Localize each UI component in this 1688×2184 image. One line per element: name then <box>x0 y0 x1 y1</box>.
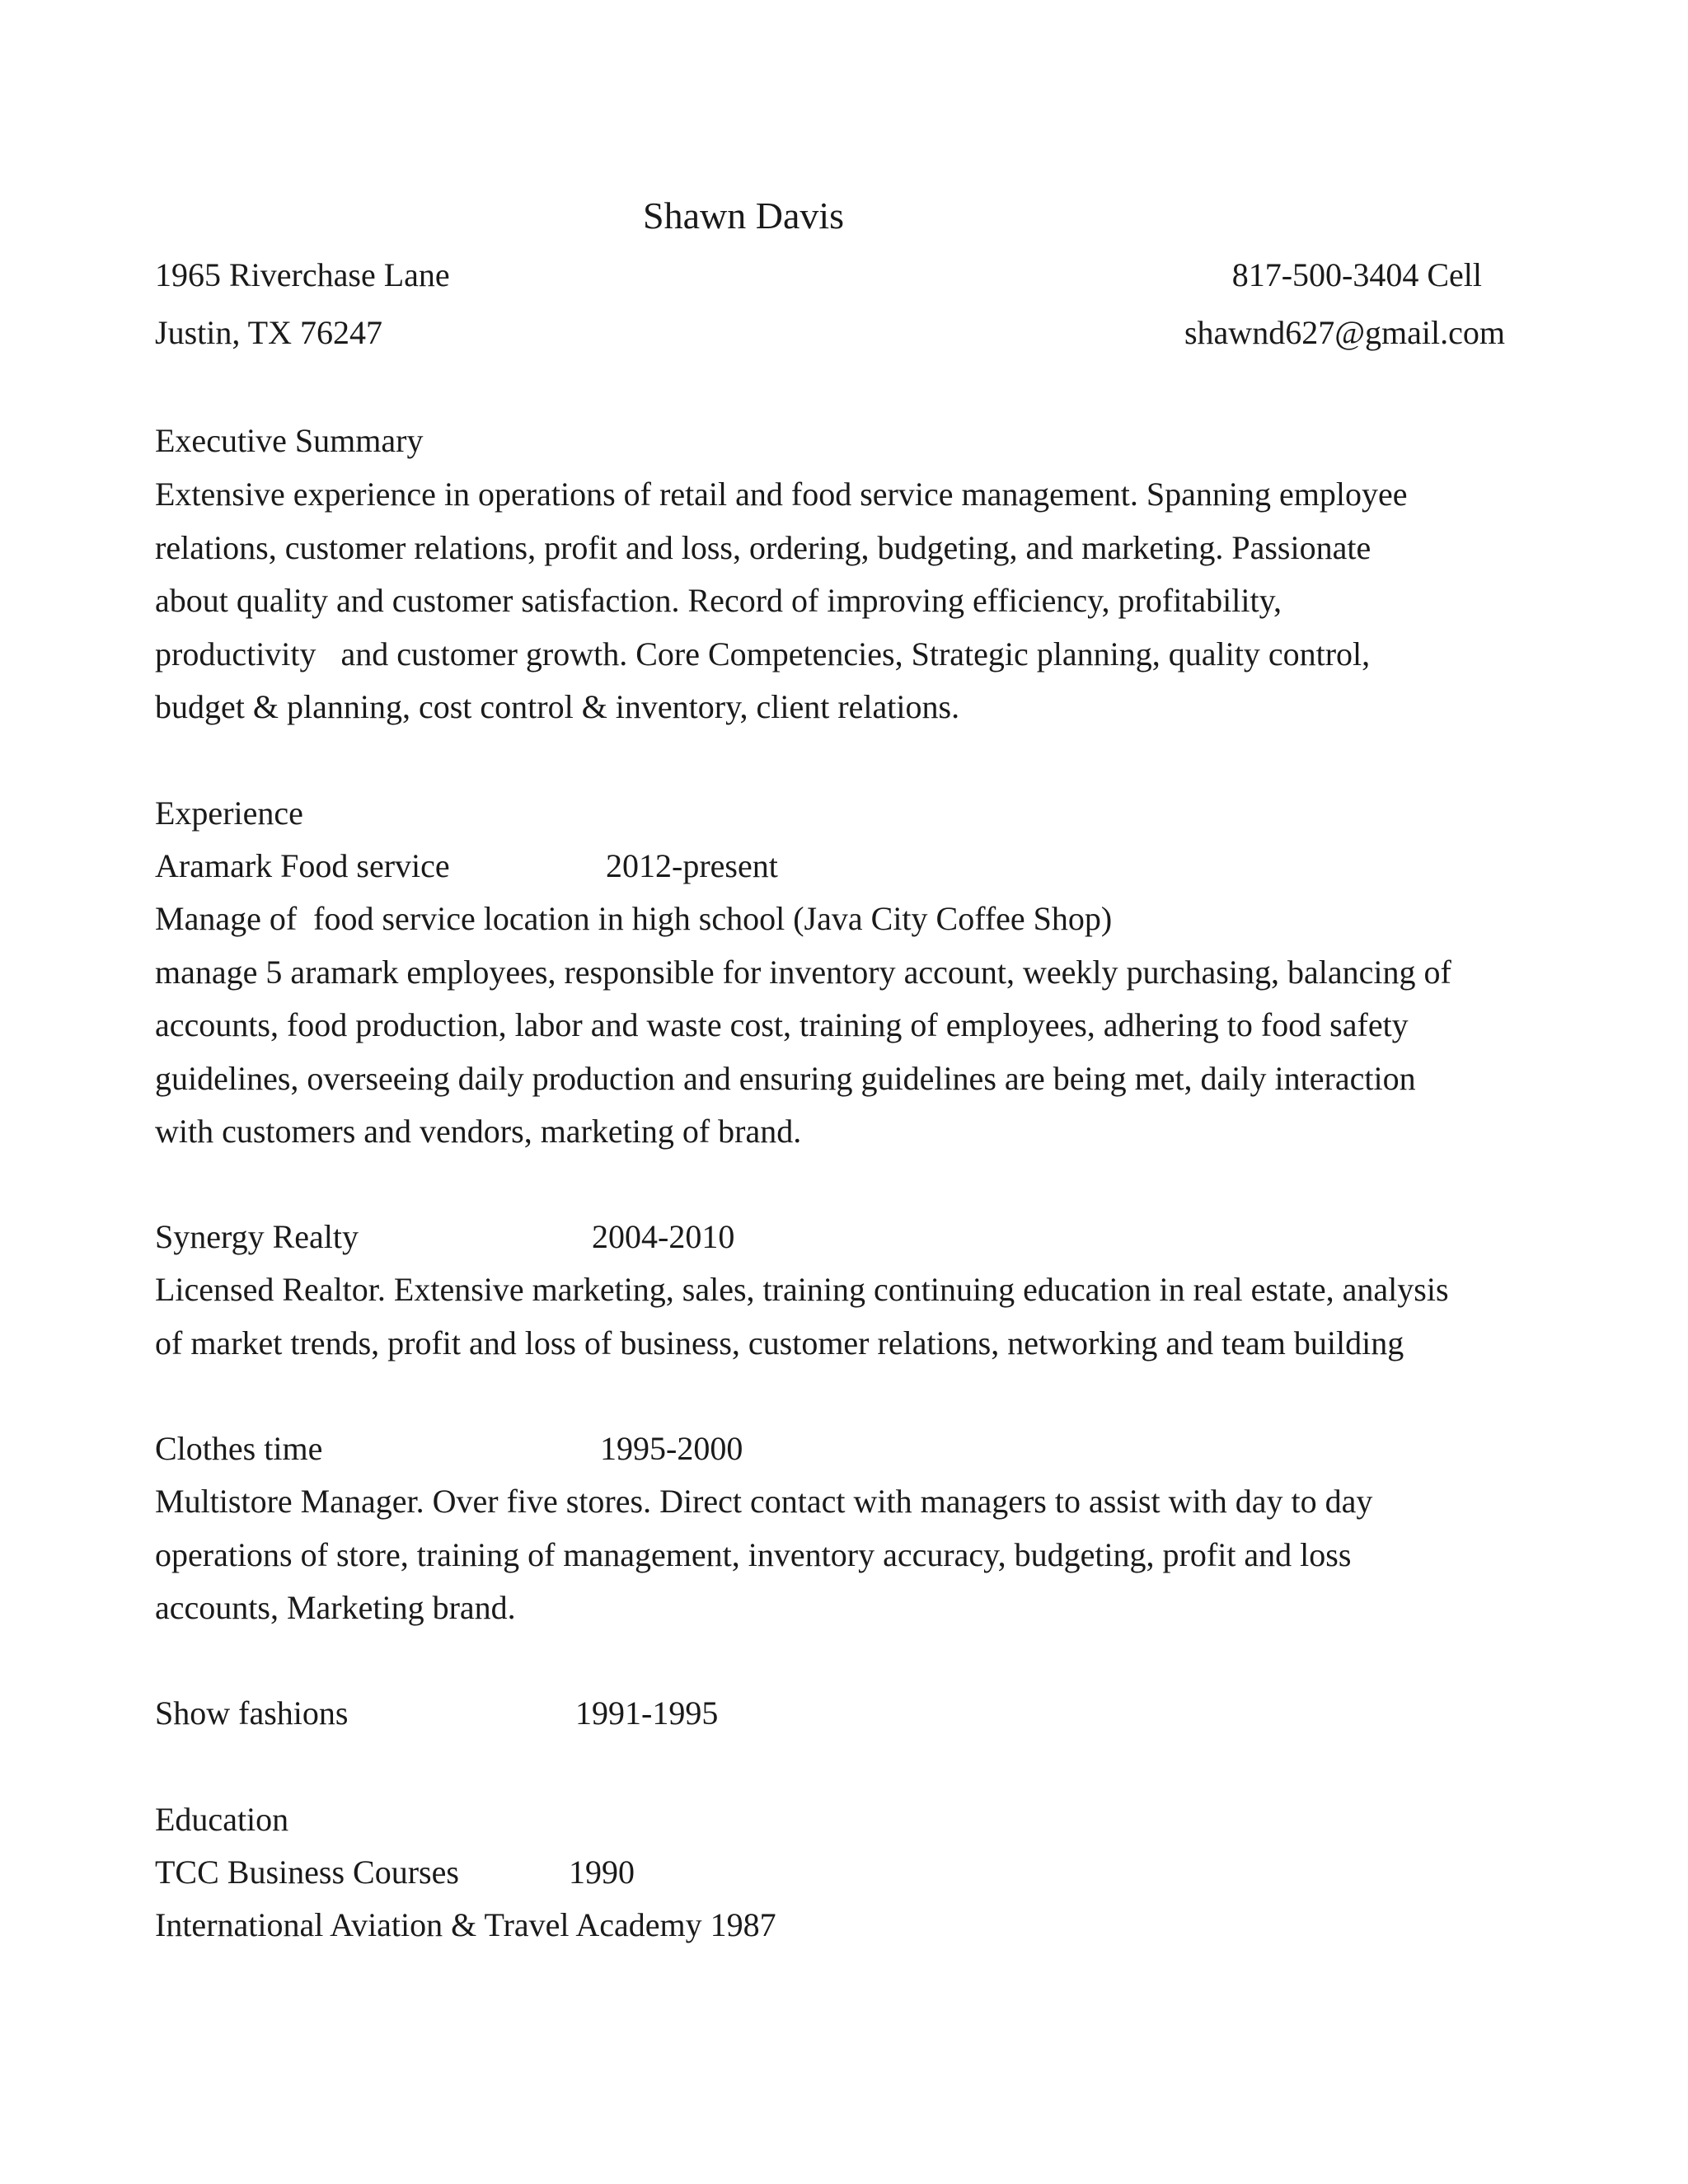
section-heading-experience: Experience <box>155 794 303 832</box>
summary-line: about quality and customer satisfaction. Record of improving efficiency, profitability, <box>155 582 1282 619</box>
summary-line: relations, customer relations, profit and loss, ordering, budgeting, and marketing. Passionate <box>155 528 1372 566</box>
job-line: Manage of food service location in high school (Java City Coffee Shop) <box>155 900 1113 937</box>
job-description <box>155 893 1523 1159</box>
summary-line: Extensive experience in operations of retail and food service management. Spanning employee <box>155 476 1408 513</box>
section-heading-education: Education <box>155 1801 289 1838</box>
job-dates: 1991-1995 <box>575 1694 719 1732</box>
email-address: shawnd627@gmail.com <box>1184 314 1505 351</box>
job-line: accounts, food production, labor and waste cost, training of employees, adhering to food safety <box>155 1006 1409 1043</box>
job-description <box>155 1263 1523 1370</box>
job-line: of market trends, profit and loss of business, customer relations, networking and team building <box>155 1324 1404 1361</box>
education-year: 1990 <box>569 1854 635 1891</box>
resume-name: Shawn Davis <box>643 194 845 237</box>
education-school: TCC Business Courses <box>155 1854 459 1891</box>
job-company: Show fashions <box>155 1694 349 1732</box>
job-line: guidelines, overseeing daily production and ensuring guidelines are being met, daily interaction <box>155 1059 1416 1097</box>
job-line: Licensed Realtor. Extensive marketing, sales, training continuing education in real estate, analysis <box>155 1271 1449 1308</box>
education-school: International Aviation & Travel Academy 1987 <box>155 1906 776 1943</box>
phone-number: 817-500-3404 Cell <box>1231 256 1482 293</box>
job-company: Clothes time <box>155 1430 323 1467</box>
job-line: accounts, Marketing brand. <box>155 1589 516 1626</box>
job-company: Aramark Food service <box>155 847 450 884</box>
job-line: with customers and vendors, marketing of brand. <box>155 1113 802 1150</box>
job-dates: 1995-2000 <box>600 1430 743 1467</box>
job-dates: 2004-2010 <box>592 1218 735 1255</box>
address-line-1: 1965 Riverchase Lane <box>155 256 450 293</box>
job-dates: 2012-present <box>606 847 778 884</box>
summary-line: productivity and customer growth. Core Competencies, Strategic planning, quality control, <box>155 635 1371 673</box>
job-line: Multistore Manager. Over five stores. Direct contact with managers to assist with day to day <box>155 1483 1373 1520</box>
job-company: Synergy Realty <box>155 1218 359 1255</box>
summary-line: budget & planning, cost control & inventory, client relations. <box>155 688 960 725</box>
summary-paragraph <box>155 468 1523 734</box>
job-line: manage 5 aramark employees, responsible for inventory account, weekly purchasing, balancing of <box>155 953 1451 991</box>
section-heading-summary: Executive Summary <box>155 422 424 459</box>
address-line-2: Justin, TX 76247 <box>155 314 382 351</box>
job-line: operations of store, training of management, inventory accuracy, budgeting, profit and loss <box>155 1535 1352 1573</box>
job-description <box>155 1475 1523 1635</box>
